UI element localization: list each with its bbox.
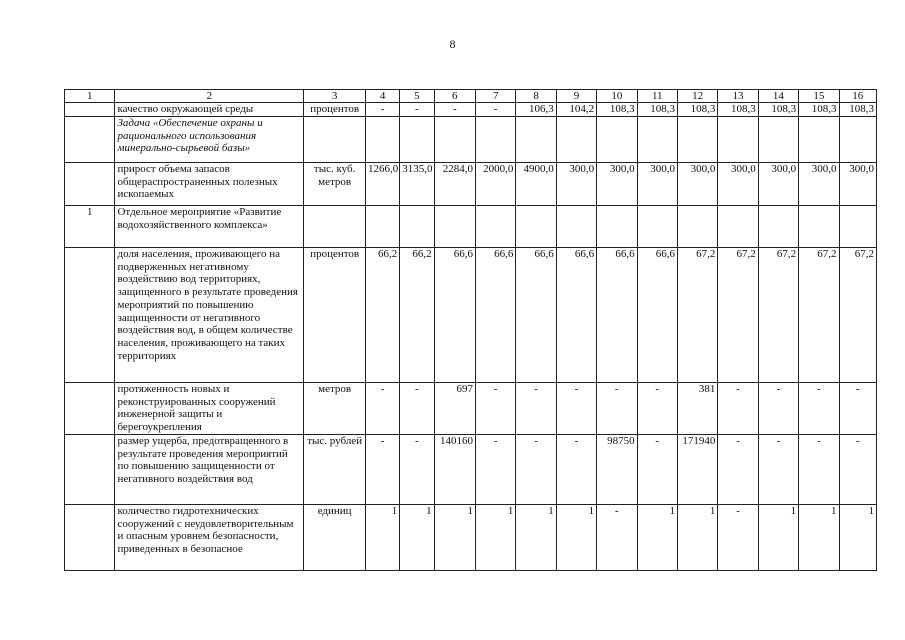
table-row: [65, 383, 877, 435]
value-cell: -: [839, 383, 876, 435]
value-cell: -: [365, 103, 399, 117]
column-number-16: 16: [839, 90, 876, 103]
column-number-15: 15: [799, 90, 839, 103]
value-cell: 66,6: [434, 248, 475, 383]
value-cell: -: [556, 435, 596, 505]
value-cell: 108,3: [677, 103, 717, 117]
event-name-cell: Отдельное мероприятие «Развитие водохозяйственного комплекса»: [115, 206, 304, 248]
value-cell: 108,3: [839, 103, 876, 117]
row-number-cell: [65, 163, 115, 206]
value-cell: -: [718, 505, 758, 571]
unit-cell: процентов: [304, 103, 366, 117]
value-cell: -: [476, 435, 516, 505]
value-cell: 2000,0: [476, 163, 516, 206]
value-cell: 171940: [677, 435, 717, 505]
value-cell: [365, 206, 399, 248]
value-cell: -: [718, 383, 758, 435]
value-cell: 300,0: [677, 163, 717, 206]
table-header: [65, 90, 877, 103]
value-cell: 300,0: [758, 163, 798, 206]
value-cell: 67,2: [677, 248, 717, 383]
value-cell: 66,6: [476, 248, 516, 383]
table-row: [65, 117, 877, 163]
indicator-name-cell: прирост объема запасов общераспространенных полезных ископаемых: [115, 163, 304, 206]
column-number-9: 9: [556, 90, 596, 103]
value-cell: 4900,0: [516, 163, 556, 206]
value-cell: -: [556, 383, 596, 435]
row-number-cell: [65, 505, 115, 571]
value-cell: 300,0: [799, 163, 839, 206]
indicator-name-cell: количество гидротехнических сооружений с неудовлетворительным и опасным уровнем безопасности, приведенных в безопасное: [115, 505, 304, 571]
value-cell: 66,2: [365, 248, 399, 383]
column-number-6: 6: [434, 90, 475, 103]
table-row: [65, 206, 877, 248]
value-cell: -: [434, 103, 475, 117]
column-number-11: 11: [637, 90, 677, 103]
value-cell: [677, 117, 717, 163]
value-cell: 300,0: [718, 163, 758, 206]
value-cell: 300,0: [839, 163, 876, 206]
value-cell: -: [476, 383, 516, 435]
value-cell: 108,3: [758, 103, 798, 117]
value-cell: 300,0: [637, 163, 677, 206]
column-number-2: 2: [115, 90, 304, 103]
value-cell: -: [365, 435, 399, 505]
column-number-14: 14: [758, 90, 798, 103]
value-cell: -: [799, 435, 839, 505]
value-cell: -: [758, 383, 798, 435]
unit-cell: процентов: [304, 248, 366, 383]
row-number-cell: 1: [65, 206, 115, 248]
value-cell: 300,0: [556, 163, 596, 206]
row-number-cell: [65, 383, 115, 435]
value-cell: 67,2: [799, 248, 839, 383]
value-cell: [476, 206, 516, 248]
value-cell: [556, 117, 596, 163]
table-row: [65, 435, 877, 505]
value-cell: -: [718, 435, 758, 505]
value-cell: 67,2: [839, 248, 876, 383]
value-cell: [839, 206, 876, 248]
value-cell: 66,6: [516, 248, 556, 383]
value-cell: 3135,0: [400, 163, 434, 206]
indicator-name-cell: протяженность новых и реконструированных сооружений инженерной защиты и берегоукрепления: [115, 383, 304, 435]
value-cell: [556, 206, 596, 248]
value-cell: -: [476, 103, 516, 117]
value-cell: 1: [637, 505, 677, 571]
table-body: [65, 103, 877, 571]
value-cell: [516, 117, 556, 163]
value-cell: [400, 117, 434, 163]
value-cell: [758, 117, 798, 163]
value-cell: 1: [839, 505, 876, 571]
value-cell: 66,6: [637, 248, 677, 383]
value-cell: 67,2: [718, 248, 758, 383]
value-cell: 2284,0: [434, 163, 475, 206]
unit-cell: [304, 117, 366, 163]
value-cell: 98750: [597, 435, 637, 505]
value-cell: -: [637, 435, 677, 505]
column-number-12: 12: [677, 90, 717, 103]
column-number-10: 10: [597, 90, 637, 103]
value-cell: -: [839, 435, 876, 505]
value-cell: [637, 117, 677, 163]
row-number-cell: [65, 248, 115, 383]
value-cell: [597, 117, 637, 163]
table-row: [65, 248, 877, 383]
value-cell: 1: [434, 505, 475, 571]
value-cell: [718, 206, 758, 248]
column-number-4: 4: [365, 90, 399, 103]
column-number-7: 7: [476, 90, 516, 103]
header-row: [65, 90, 877, 103]
value-cell: [799, 206, 839, 248]
value-cell: -: [516, 383, 556, 435]
value-cell: 1: [476, 505, 516, 571]
column-number-13: 13: [718, 90, 758, 103]
value-cell: 1: [365, 505, 399, 571]
value-cell: [637, 206, 677, 248]
value-cell: 1: [758, 505, 798, 571]
column-number-5: 5: [400, 90, 434, 103]
value-cell: [718, 117, 758, 163]
value-cell: -: [516, 435, 556, 505]
indicator-name-cell: качество окружающей среды: [115, 103, 304, 117]
value-cell: -: [400, 103, 434, 117]
row-number-cell: [65, 117, 115, 163]
unit-cell: единиц: [304, 505, 366, 571]
value-cell: [434, 206, 475, 248]
indicator-name-cell: размер ущерба, предотвращенного в результате проведения мероприятий по повышению защищенности от негативного воздействия вод: [115, 435, 304, 505]
value-cell: -: [637, 383, 677, 435]
value-cell: [434, 117, 475, 163]
table-row: [65, 505, 877, 571]
page-number: 8: [449, 37, 456, 51]
value-cell: [516, 206, 556, 248]
column-number-1: 1: [65, 90, 115, 103]
value-cell: 140160: [434, 435, 475, 505]
unit-cell: [304, 206, 366, 248]
row-number-cell: [65, 435, 115, 505]
value-cell: -: [799, 383, 839, 435]
value-cell: [677, 206, 717, 248]
value-cell: 381: [677, 383, 717, 435]
value-cell: 66,6: [597, 248, 637, 383]
value-cell: 1: [556, 505, 596, 571]
unit-cell: метров: [304, 383, 366, 435]
value-cell: 1266,0: [365, 163, 399, 206]
value-cell: 697: [434, 383, 475, 435]
value-cell: [758, 206, 798, 248]
unit-cell: тыс. рублей: [304, 435, 366, 505]
value-cell: -: [597, 505, 637, 571]
column-number-8: 8: [516, 90, 556, 103]
value-cell: [400, 206, 434, 248]
table-row: [65, 103, 877, 117]
value-cell: 108,3: [637, 103, 677, 117]
value-cell: -: [597, 383, 637, 435]
value-cell: 108,3: [597, 103, 637, 117]
value-cell: [597, 206, 637, 248]
value-cell: 1: [400, 505, 434, 571]
value-cell: 108,3: [799, 103, 839, 117]
row-number-cell: [65, 103, 115, 117]
value-cell: 108,3: [718, 103, 758, 117]
value-cell: [839, 117, 876, 163]
value-cell: 106,3: [516, 103, 556, 117]
value-cell: -: [758, 435, 798, 505]
column-number-3: 3: [304, 90, 366, 103]
task-name-cell: Задача «Обеспечение охраны и рационального использования минерально-сырьевой базы»: [115, 117, 304, 163]
unit-cell: тыс. куб. метров: [304, 163, 366, 206]
table-row: [65, 163, 877, 206]
value-cell: 104,2: [556, 103, 596, 117]
value-cell: -: [400, 383, 434, 435]
indicator-name-cell: доля населения, проживающего на подверженных негативному воздействию вод территориях, защищенного в результате проведения мероприятий по повышению защищенности от негативного воздействия вод, в общем количестве населения, проживающего на таких территориях: [115, 248, 304, 383]
value-cell: 1: [677, 505, 717, 571]
indicators-table: [64, 89, 877, 571]
value-cell: 66,2: [400, 248, 434, 383]
value-cell: [799, 117, 839, 163]
value-cell: 66,6: [556, 248, 596, 383]
value-cell: 300,0: [597, 163, 637, 206]
value-cell: -: [365, 383, 399, 435]
value-cell: 67,2: [758, 248, 798, 383]
value-cell: [476, 117, 516, 163]
value-cell: [365, 117, 399, 163]
value-cell: 1: [516, 505, 556, 571]
value-cell: 1: [799, 505, 839, 571]
value-cell: -: [400, 435, 434, 505]
